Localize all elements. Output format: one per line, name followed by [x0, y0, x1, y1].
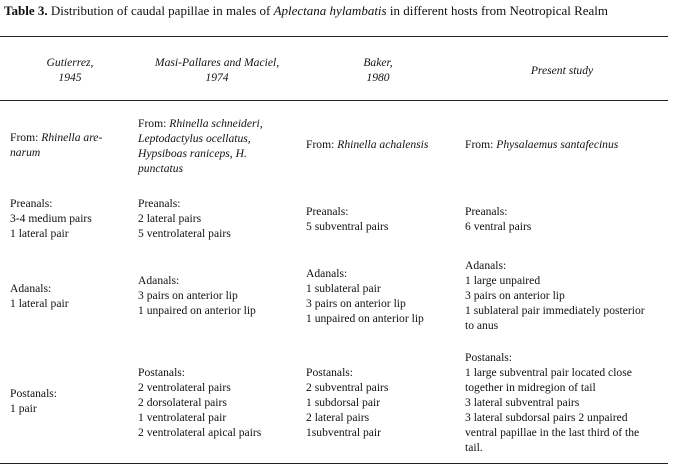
header-gutierrez-year: 1945 [58, 71, 82, 84]
postanals-item: 2 lateral pairs [306, 411, 370, 424]
postanals-item: 1 ventrolateral pair [138, 411, 227, 424]
preanals-label: Preanals: [138, 197, 181, 210]
adanals-item: 1 sublateral pair immediately posterior [465, 304, 645, 317]
postanals-item: 1subventral pair [306, 426, 382, 439]
postanals-item: 1 subdorsal pair [306, 396, 381, 409]
postanals-item: 2 ventrolateral apical pairs [138, 426, 262, 439]
header-masi-pallares-year: 1974 [205, 71, 229, 84]
caption-species: Aplectana hylambatis [273, 3, 387, 18]
host-cell-col1 [10, 130, 102, 160]
header-bottom-rule [0, 100, 668, 101]
preanals-label: Preanals: [10, 197, 53, 210]
table-bottom-rule [0, 463, 668, 464]
postanals-item: 3 lateral subventral pairs [465, 396, 580, 409]
header-masi-pallares-author: Masi-Pallares and Maciel, [154, 56, 280, 69]
header-baker [318, 55, 438, 85]
host-cell-col4 [465, 137, 618, 152]
adanals-item: 1 lateral pair [10, 297, 69, 310]
postanals-item: 1 large subventral pair located close [465, 366, 632, 379]
postanals-item: 2 ventrolateral pairs [138, 381, 231, 394]
host-prefix: From: [138, 117, 170, 130]
header-gutierrez-author: Gutierrez, [46, 56, 94, 69]
adanals-item: to anus [465, 319, 499, 332]
host-prefix: From: [465, 138, 497, 151]
adanals-label: Adanals: [10, 282, 52, 295]
preanals-cell-col4 [465, 204, 531, 234]
postanals-cell-col4 [465, 350, 639, 455]
caption-label: Table 3. [4, 3, 48, 18]
adanals-item: 1 unpaired on anterior lip [138, 304, 256, 317]
host-species: Rhinella are- [41, 131, 103, 144]
adanals-item: 3 pairs on anterior lip [138, 289, 238, 302]
host-prefix: From: [306, 138, 338, 151]
postanals-label: Postanals: [10, 387, 58, 400]
preanals-label: Preanals: [465, 205, 508, 218]
table-top-rule [0, 36, 668, 37]
preanals-cell-col2 [138, 196, 231, 241]
postanals-item: 1 pair [10, 402, 37, 415]
adanals-cell-col1 [10, 281, 69, 311]
host-species: Hypsiboas raniceps, H. [138, 147, 247, 160]
postanals-cell-col1 [10, 386, 57, 416]
adanals-item: 3 pairs on anterior lip [465, 289, 565, 302]
postanals-item: 2 dorsolateral pairs [138, 396, 227, 409]
host-prefix: From: [10, 131, 42, 144]
adanals-cell-col2 [138, 273, 256, 318]
postanals-item: together in midregion of tail [465, 381, 596, 394]
preanals-cell-col1 [10, 196, 92, 241]
postanals-item: ventral papillae in the last third of the [465, 426, 640, 439]
postanals-cell-col3 [306, 365, 388, 440]
postanals-item: 2 subventral pairs [306, 381, 389, 394]
header-gutierrez [10, 55, 130, 85]
host-species: Leptodactylus ocellatus, [138, 132, 251, 145]
adanals-label: Adanals: [306, 267, 348, 280]
header-present-study-label: Present study [530, 64, 594, 77]
adanals-item: 3 pairs on anterior lip [306, 297, 406, 310]
preanals-item: 6 ventral pairs [465, 220, 532, 233]
preanals-item: 5 subventral pairs [306, 220, 389, 233]
adanals-cell-col3 [306, 266, 424, 326]
preanals-item: 1 lateral pair [10, 227, 69, 240]
postanals-label: Postanals: [138, 366, 186, 379]
preanals-item: 3-4 medium pairs [10, 212, 92, 225]
caption-text-before: Distribution of caudal papillae in males of [47, 3, 274, 18]
preanals-cell-col3 [306, 204, 388, 234]
host-cell-col2 [138, 116, 263, 176]
header-baker-year: 1980 [366, 71, 390, 84]
adanals-item: 1 large unpaired [465, 274, 541, 287]
postanals-cell-col2 [138, 365, 261, 440]
adanals-label: Adanals: [465, 259, 507, 272]
adanals-item: 1 sublateral pair [306, 282, 381, 295]
preanals-item: 2 lateral pairs [138, 212, 202, 225]
host-species: Rhinella schneideri, [169, 117, 263, 130]
postanals-item: tail. [465, 441, 483, 454]
adanals-item: 1 unpaired on anterior lip [306, 312, 424, 325]
postanals-item: 3 lateral subdorsal pairs 2 unpaired [465, 411, 628, 424]
header-baker-author: Baker, [363, 56, 393, 69]
table-caption [4, 3, 608, 19]
preanals-item: 5 ventrolateral pairs [138, 227, 231, 240]
header-present-study [482, 63, 642, 78]
preanals-label: Preanals: [306, 205, 349, 218]
header-masi-pallares [132, 55, 302, 85]
postanals-label: Postanals: [465, 351, 513, 364]
postanals-label: Postanals: [306, 366, 354, 379]
host-species: punctatus [138, 162, 184, 175]
host-species: Physalaemus santafecinus [496, 138, 619, 151]
host-species: Rhinella achalensis [337, 138, 429, 151]
caption-text-after: in different hosts from Neotropical Realm [386, 3, 609, 18]
adanals-label: Adanals: [138, 274, 180, 287]
adanals-cell-col4 [465, 258, 645, 333]
host-species-cont: narum [10, 146, 41, 159]
host-cell-col3 [306, 137, 428, 152]
